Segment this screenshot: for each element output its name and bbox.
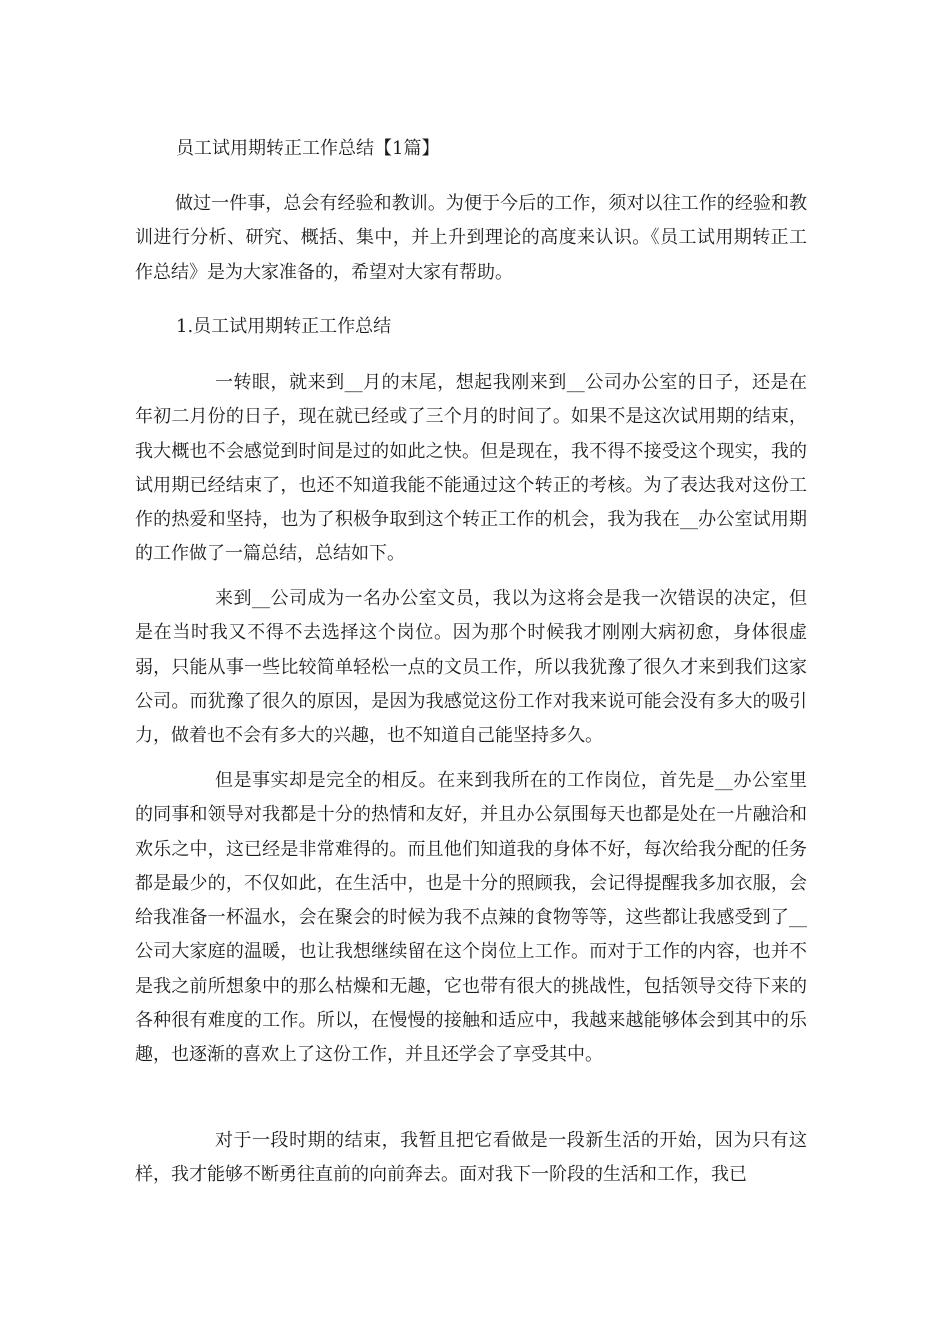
- section-heading: 1.员工试用期转正工作总结: [176, 316, 392, 337]
- body-paragraph-1: 一转眼，就来到__月的末尾，想起我刚来到__公司办公室的日子，还是在年初二月份的日子，现在就已经或了三个月的时间了。如果不是这次试用期的结束，我大概也不会感觉到时间是过的如此之快。但是现在，我不得不接受这个现实，我的试用期已经结束了，也还不知道我能不能通过这个转正的考核。为了表达我对这份工作的热爱和坚持，也为了积极争取到这个转正工作的机会，我为我在__办公室试用期的工作做了一篇总结，总结如下。: [135, 372, 807, 565]
- document-title: 员工试用期转正工作总结【1篇】: [176, 138, 440, 159]
- body-paragraph-3: 但是事实却是完全的相反。在来到我所在的工作岗位，首先是__办公室里的同事和领导对我都是十分的热情和友好，并且办公氛围每天也都是处在一片融洽和欢乐之中，这已经是非常难得的。而且他们知道我的身体不好，每次给我分配的任务都是最少的，不仅如此，在生活中，也是十分的照顾我，会记得提醒我多加衣服，会给我准备一杯温水，会在聚会的时候为我不点辣的食物等等，这些都让我感受到了__公司大家庭的温暖，也让我想继续留在这个岗位上工作。而对于工作的内容，也并不是我之前所想象中的那么枯燥和无趣，它也带有很大的挑战性，包括领导交待下来的各种很有难度的工作。所以，在慢慢的接触和适应中，我越来越能够体会到其中的乐趣，也逐渐的喜欢上了这份工作，并且还学会了享受其中。: [135, 770, 807, 1066]
- intro-paragraph: 做过一件事，总会有经验和教训。为便于今后的工作，须对以往工作的经验和教训进行分析、研究、概括、集中，并上升到理论的高度来认识。《员工试用期转正工作总结》是为大家准备的，希望对大家有帮助。: [135, 193, 807, 283]
- body-paragraph-4: 对于一段时期的结束，我暂且把它看做是一段新生活的开始，因为只有这样，我才能够不断勇往直前的向前奔去。面对我下一阶段的生活和工作，我已: [135, 1130, 807, 1186]
- body-paragraph-2: 来到__公司成为一名办公室文员，我以为这将会是我一次错误的决定，但是在当时我又不得不去选择这个岗位。因为那个时候我才刚刚大病初愈，身体很虚弱，只能从事一些比较简单轻松一点的文员工作，所以我犹豫了很久才来到我们这家公司。而犹豫了很久的原因，是因为我感觉这份工作对我来说可能会没有多大的吸引力，做着也不会有多大的兴趣，也不知道自己能坚持多久。: [135, 588, 807, 747]
